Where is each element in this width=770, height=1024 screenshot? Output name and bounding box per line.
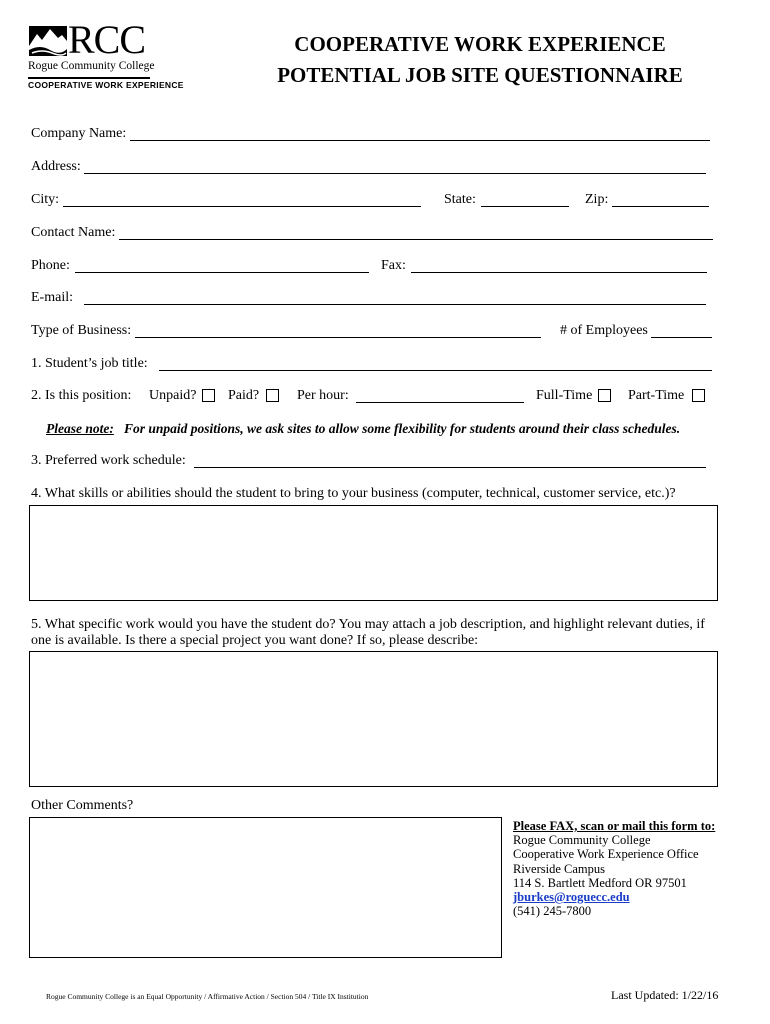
q2-label: 2. Is this position: — [31, 388, 132, 403]
type-of-business-label: Type of Business: — [31, 323, 132, 338]
page-title-line1: COOPERATIVE WORK EXPERIENCE — [294, 32, 666, 56]
part-time-label: Part-Time — [628, 388, 685, 403]
paid-checkbox[interactable] — [266, 389, 279, 402]
student-job-title-field[interactable] — [159, 370, 712, 371]
mailing-line1: Rogue Community College — [513, 833, 651, 848]
contact-name-field[interactable] — [119, 239, 713, 240]
state-label: State: — [444, 192, 476, 207]
zip-field[interactable] — [612, 206, 709, 207]
phone-field[interactable] — [75, 272, 369, 273]
employees-label: # of Employees — [560, 323, 648, 338]
unpaid-label: Unpaid? — [149, 388, 197, 403]
q5-label-line2: one is available. Is there a special project you want done? If so, please describe: — [31, 633, 479, 648]
email-label: E-mail: — [31, 290, 73, 305]
mailing-line4: 114 S. Bartlett Medford OR 97501 — [513, 875, 687, 890]
mailing-line3: Riverside Campus — [513, 861, 606, 876]
mountain-river-logo-icon — [28, 24, 68, 58]
mailing-phone: (541) 245-7800 — [513, 904, 592, 919]
mailing-line2: Cooperative Work Experience Office — [513, 847, 699, 862]
full-time-label: Full-Time — [536, 388, 593, 403]
footer-last-updated: Last Updated: 1/22/16 — [611, 988, 719, 1002]
rcc-logo — [28, 17, 184, 94]
company-name-field[interactable] — [130, 140, 710, 141]
zip-label: Zip: — [585, 192, 609, 207]
employees-field[interactable] — [651, 337, 712, 338]
state-field[interactable] — [481, 206, 569, 207]
mailing-header: Please FAX, scan or mail this form to: — [513, 819, 716, 833]
part-time-checkbox[interactable] — [692, 389, 705, 402]
type-of-business-field[interactable] — [135, 337, 541, 338]
work-description-box[interactable] — [29, 651, 718, 787]
logo-program-name: COOPERATIVE WORK EXPERIENCE — [28, 80, 184, 90]
fax-label: Fax: — [381, 258, 406, 273]
other-comments-box[interactable] — [29, 817, 502, 958]
preferred-schedule-field[interactable] — [194, 467, 706, 468]
skills-answer-box[interactable] — [29, 505, 718, 601]
note-label: Please note: — [46, 421, 114, 436]
fax-field[interactable] — [411, 272, 707, 273]
other-comments-label: Other Comments? — [31, 798, 134, 813]
city-field[interactable] — [63, 206, 421, 207]
page-title-line2: POTENTIAL JOB SITE QUESTIONNAIRE — [277, 63, 683, 87]
address-field[interactable] — [84, 173, 706, 174]
contact-name-label: Contact Name: — [31, 225, 116, 240]
per-hour-label: Per hour: — [297, 388, 349, 403]
q1-label: 1. Student’s job title: — [31, 356, 148, 371]
unpaid-checkbox[interactable] — [202, 389, 215, 402]
phone-label: Phone: — [31, 258, 70, 273]
city-label: City: — [31, 192, 60, 207]
paid-label: Paid? — [228, 388, 260, 403]
mailing-info — [513, 819, 715, 918]
full-time-checkbox[interactable] — [598, 389, 611, 402]
logo-abbr: RCC — [68, 17, 146, 62]
mailing-email-link[interactable]: jburkes@roguecc.edu — [513, 890, 630, 905]
unpaid-note — [46, 421, 680, 437]
company-name-label: Company Name: — [31, 126, 127, 141]
email-field[interactable] — [84, 304, 706, 305]
footer-statement: Rogue Community College is an Equal Opportunity / Affirmative Action / Section 504 / Title IX Institution — [46, 992, 369, 1001]
logo-divider — [28, 77, 150, 79]
logo-college-name: Rogue Community College — [28, 60, 155, 72]
q4-label: 4. What skills or abilities should the student to bring to your business (computer, technical, customer service, etc.)? — [31, 486, 676, 501]
address-label: Address: — [31, 159, 81, 174]
per-hour-field[interactable] — [356, 402, 524, 403]
q5-label-line1: 5. What specific work would you have the student do? You may attach a job description, and highlight relevant duties, if — [31, 617, 705, 632]
note-text: For unpaid positions, we ask sites to allow some flexibility for students around their class schedules. — [123, 421, 681, 436]
q3-label: 3. Preferred work schedule: — [31, 453, 186, 468]
